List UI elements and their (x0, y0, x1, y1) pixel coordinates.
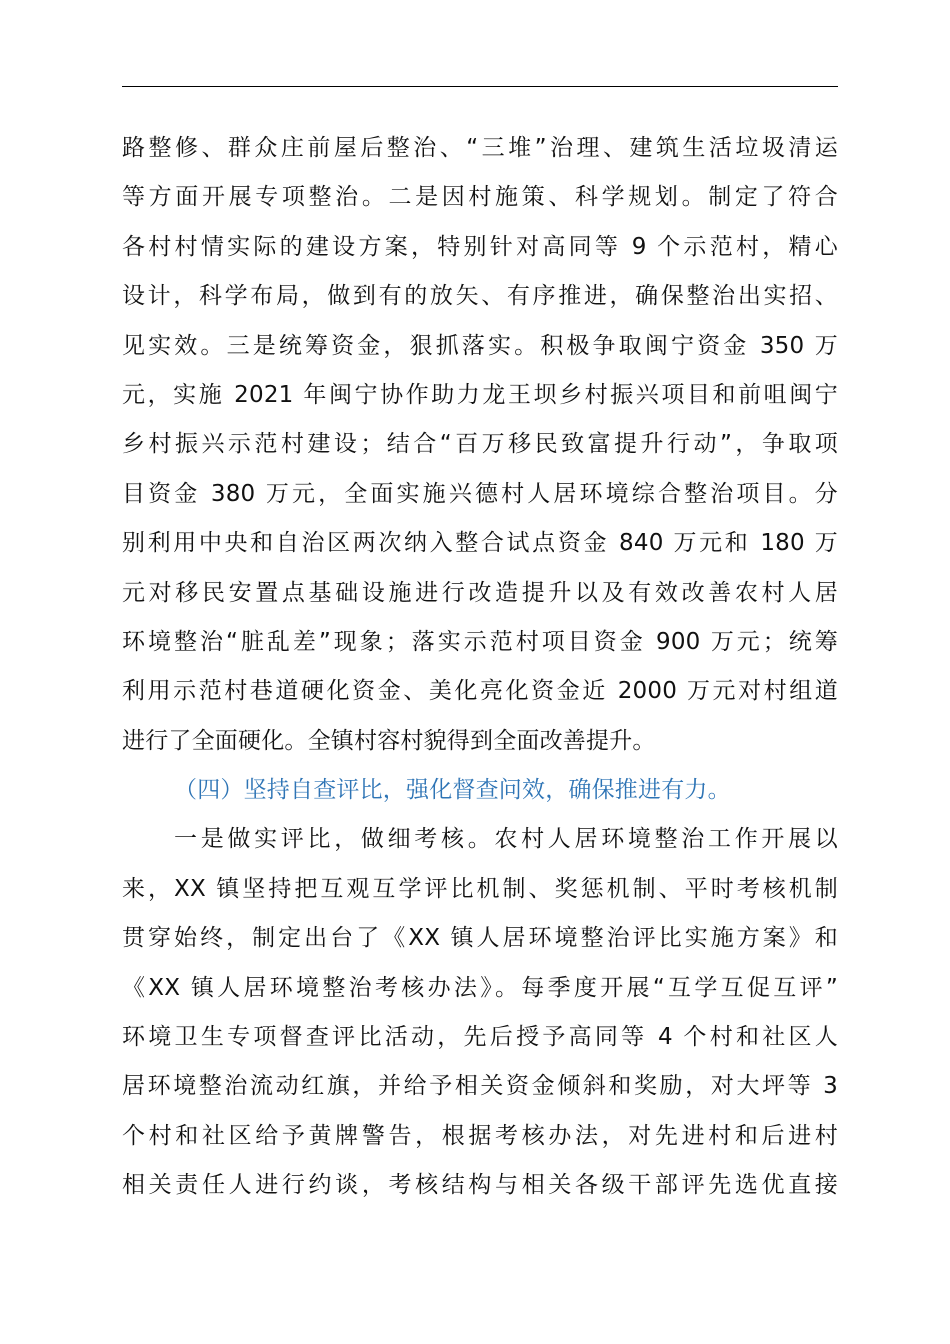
text-line: 《XX 镇人居环境整治考核办法》。每季度开展“互学互促互评” (122, 974, 838, 1001)
text-line: 别利用中央和自治区两次纳入整合试点资金 840 万元和 180 万 (122, 530, 838, 557)
text-line: 路整修、群众庄前屋后整治、“三堆”治理、建筑生活垃圾清运 (122, 135, 838, 161)
text-line: 个村和社区给予黄牌警告，根据考核办法，对先进村和后进村 (122, 1122, 838, 1149)
header-rule (122, 86, 838, 87)
text-line: 一是做实评比，做细考核。农村人居环境整治工作开展以 (174, 826, 838, 853)
text-line: 目资金 380 万元，全面实施兴德村人居环境综合整治项目。分 (122, 480, 838, 507)
text-line: 利用示范村巷道硬化资金、美化亮化资金近 2000 万元对村组道 (122, 678, 838, 705)
text-line: 环境卫生专项督查评比活动，先后授予高同等 4 个村和社区人 (122, 1024, 838, 1051)
text-line: 见实效。三是统筹资金，狠抓落实。积极争取闽宁资金 350 万 (122, 332, 838, 359)
text-line: 元，实施 2021 年闽宁协作助力龙王坝乡村振兴项目和前咀闽宁 (122, 381, 838, 408)
body-text (122, 124, 838, 1211)
section-heading: （四）坚持自查评比，强化督查问效，确保推进有力。 (174, 777, 731, 804)
text-line: 各村村情实际的建设方案，特别针对高同等 9 个示范村，精心 (122, 233, 838, 260)
text-line: 设计，科学布局，做到有的放矢、有序推进，确保整治出实招、 (122, 283, 838, 310)
text-line: 环境整治“脏乱差”现象；落实示范村项目资金 900 万元；统筹 (122, 628, 838, 655)
text-line: 居环境整治流动红旗，并给予相关资金倾斜和奖励，对大坪等 3 (122, 1073, 838, 1100)
text-line: 贯穿始终，制定出台了《XX 镇人居环境整治评比实施方案》和 (122, 925, 838, 952)
text-line: 元对移民安置点基础设施进行改造提升以及有效改善农村人居 (122, 579, 838, 606)
text-line: 等方面开展专项整治。二是因村施策、科学规划。制定了符合 (122, 184, 838, 211)
text-line: 乡村振兴示范村建设；结合“百万移民致富提升行动”，争取项 (122, 431, 838, 458)
text-line: 来，XX 镇坚持把互观互学评比机制、奖惩机制、平时考核机制 (122, 875, 838, 902)
text-line: 相关责任人进行约谈，考核结构与相关各级干部评先选优直接 (122, 1172, 838, 1199)
text-line: 进行了全面硬化。全镇村容村貌得到全面改善提升。 (122, 727, 656, 754)
